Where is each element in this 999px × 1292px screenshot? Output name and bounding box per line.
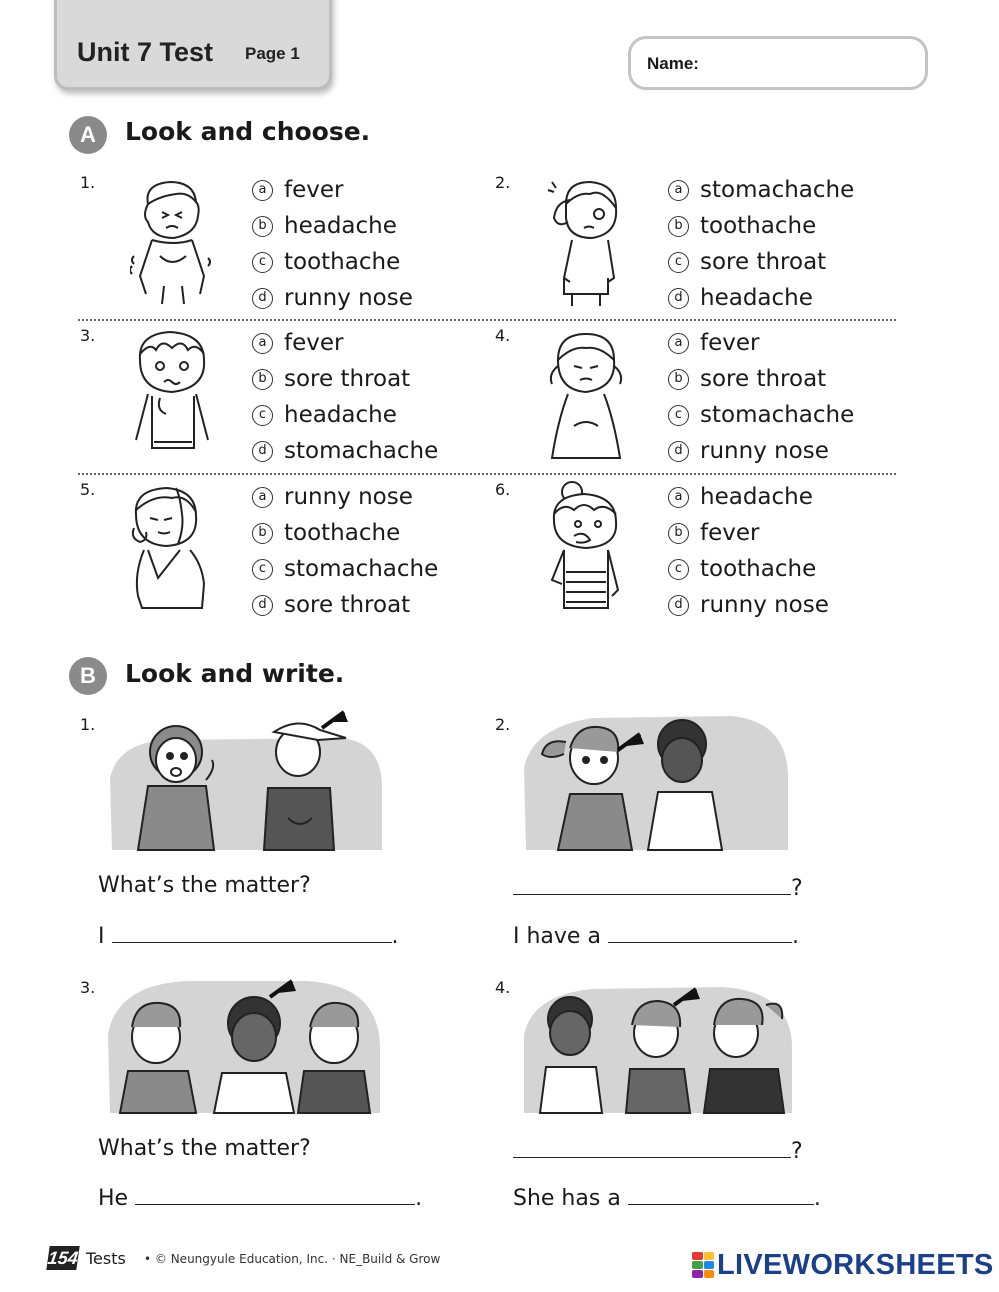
option-text: sore throat bbox=[284, 592, 411, 618]
option-d[interactable] bbox=[668, 590, 829, 620]
option-text: sore throat bbox=[284, 366, 411, 392]
option-d[interactable] bbox=[252, 283, 413, 313]
option-letter: c bbox=[668, 405, 689, 426]
answer-blank[interactable] bbox=[608, 921, 792, 943]
option-b[interactable] bbox=[252, 518, 400, 548]
answer-suffix: . bbox=[415, 1186, 423, 1211]
option-text: stomachache bbox=[700, 177, 855, 203]
option-text: runny nose bbox=[284, 484, 413, 510]
question-suffix: ? bbox=[791, 876, 803, 901]
sick-boy-toothache-illustration bbox=[124, 484, 214, 616]
option-text: fever bbox=[284, 330, 344, 356]
answer-prefix: I have a bbox=[513, 924, 601, 949]
question-text: What’s the matter? bbox=[98, 1136, 311, 1161]
option-letter: a bbox=[252, 180, 273, 201]
question-text: What’s the matter? bbox=[98, 873, 311, 898]
question-blank[interactable] bbox=[513, 873, 791, 895]
scene-boy-stomachache bbox=[108, 708, 386, 854]
option-a[interactable] bbox=[252, 482, 413, 512]
question-suffix: ? bbox=[791, 1139, 803, 1164]
option-text: toothache bbox=[284, 520, 401, 546]
answer-line bbox=[513, 1183, 821, 1211]
option-text: fever bbox=[700, 330, 760, 356]
option-a[interactable] bbox=[252, 328, 343, 358]
option-letter: b bbox=[252, 216, 273, 237]
option-letter: d bbox=[668, 595, 689, 616]
option-text: headache bbox=[284, 402, 397, 428]
option-text: toothache bbox=[700, 213, 817, 239]
question-blank[interactable] bbox=[513, 1136, 791, 1158]
question-line bbox=[513, 873, 803, 901]
question-number: 1. bbox=[80, 715, 96, 734]
option-c[interactable] bbox=[668, 554, 816, 584]
option-letter: c bbox=[252, 405, 273, 426]
liveworksheets-logo[interactable] bbox=[692, 1250, 994, 1280]
option-text: runny nose bbox=[700, 592, 829, 618]
option-letter: b bbox=[252, 369, 273, 390]
section-b-badge: B bbox=[69, 657, 107, 695]
option-text: sore throat bbox=[700, 366, 827, 392]
option-text: headache bbox=[284, 213, 397, 239]
question-number: 3. bbox=[80, 978, 96, 997]
option-text: toothache bbox=[284, 249, 401, 275]
question-number: 2. bbox=[495, 173, 511, 192]
option-letter: c bbox=[668, 252, 689, 273]
option-c[interactable] bbox=[668, 400, 854, 430]
option-letter: d bbox=[252, 288, 273, 309]
page-number: 154 bbox=[46, 1248, 80, 1268]
scene-girl-sore-throat bbox=[522, 708, 792, 854]
option-text: stomachache bbox=[284, 438, 439, 464]
option-letter: c bbox=[252, 559, 273, 580]
option-b[interactable] bbox=[668, 518, 759, 548]
answer-line bbox=[98, 921, 399, 949]
option-a[interactable] bbox=[668, 175, 854, 205]
scene-girl-fever bbox=[522, 975, 796, 1115]
question-line bbox=[513, 1136, 803, 1164]
row-divider bbox=[78, 473, 896, 475]
logo-blocks-icon bbox=[692, 1252, 714, 1278]
option-text: runny nose bbox=[700, 438, 829, 464]
page-label: Page 1 bbox=[245, 44, 300, 63]
answer-prefix: I bbox=[98, 924, 105, 949]
option-text: fever bbox=[700, 520, 760, 546]
answer-line bbox=[513, 921, 799, 949]
option-letter: a bbox=[252, 487, 273, 508]
option-text: stomachache bbox=[700, 402, 855, 428]
option-b[interactable] bbox=[668, 211, 816, 241]
sick-girl-runny-nose-illustration bbox=[544, 480, 628, 614]
option-text: headache bbox=[700, 285, 813, 311]
option-a[interactable] bbox=[668, 328, 759, 358]
option-text: runny nose bbox=[284, 285, 413, 311]
answer-suffix: . bbox=[813, 1186, 821, 1211]
option-c[interactable] bbox=[252, 247, 400, 277]
answer-blank[interactable] bbox=[628, 1183, 814, 1205]
option-d[interactable] bbox=[668, 436, 829, 466]
answer-line bbox=[98, 1183, 422, 1211]
answer-prefix: She has a bbox=[513, 1186, 621, 1211]
row-divider bbox=[78, 319, 896, 321]
option-letter: b bbox=[668, 216, 689, 237]
option-letter: d bbox=[252, 595, 273, 616]
answer-suffix: . bbox=[791, 924, 799, 949]
logo-text: LIVEWORKSHEETS bbox=[717, 1248, 994, 1281]
footer-copyright: • © Neungyule Education, Inc. · NE_Build & Grow bbox=[144, 1252, 441, 1266]
option-letter: a bbox=[252, 333, 273, 354]
section-a-title: Look and choose. bbox=[125, 117, 371, 146]
option-c[interactable] bbox=[252, 400, 397, 430]
option-letter: c bbox=[252, 252, 273, 273]
option-letter: c bbox=[668, 559, 689, 580]
option-c[interactable] bbox=[252, 554, 438, 584]
option-letter: d bbox=[668, 441, 689, 462]
option-letter: d bbox=[668, 288, 689, 309]
option-text: headache bbox=[700, 484, 813, 510]
answer-blank[interactable] bbox=[135, 1183, 415, 1205]
option-text: stomachache bbox=[284, 556, 439, 582]
question-number: 2. bbox=[495, 715, 511, 734]
option-letter: a bbox=[668, 487, 689, 508]
question-number: 5. bbox=[80, 480, 96, 499]
option-letter: d bbox=[252, 441, 273, 462]
answer-suffix: . bbox=[391, 924, 399, 949]
footer-tests-label: Tests bbox=[86, 1249, 126, 1268]
option-d[interactable] bbox=[252, 436, 438, 466]
option-b[interactable] bbox=[668, 364, 826, 394]
option-letter: b bbox=[668, 523, 689, 544]
question-number: 1. bbox=[80, 173, 96, 192]
sick-girl-headache-illustration bbox=[544, 178, 628, 308]
question-number: 4. bbox=[495, 326, 511, 345]
option-c[interactable] bbox=[668, 247, 826, 277]
option-a[interactable] bbox=[252, 175, 343, 205]
option-letter: a bbox=[668, 333, 689, 354]
question-number: 6. bbox=[495, 480, 511, 499]
option-letter: b bbox=[252, 523, 273, 544]
option-text: toothache bbox=[700, 556, 817, 582]
page-title: Unit 7 Test bbox=[77, 37, 214, 67]
option-letter: a bbox=[668, 180, 689, 201]
question-number: 3. bbox=[80, 326, 96, 345]
answer-prefix: He bbox=[98, 1186, 129, 1211]
answer-blank[interactable] bbox=[112, 921, 392, 943]
section-b-title: Look and write. bbox=[125, 659, 345, 688]
sick-girl-stomachache-illustration bbox=[544, 330, 628, 460]
option-b[interactable] bbox=[252, 364, 410, 394]
option-text: fever bbox=[284, 177, 344, 203]
option-b[interactable] bbox=[252, 211, 397, 241]
sick-boy-sore-throat-illustration bbox=[130, 330, 214, 460]
section-a-badge: A bbox=[69, 116, 107, 154]
option-a[interactable] bbox=[668, 482, 813, 512]
option-letter: b bbox=[668, 369, 689, 390]
name-field[interactable] bbox=[628, 36, 928, 90]
title-tab bbox=[54, 0, 332, 90]
option-text: sore throat bbox=[700, 249, 827, 275]
scene-boy-headache bbox=[106, 975, 386, 1115]
question-number: 4. bbox=[495, 978, 511, 997]
option-d[interactable] bbox=[252, 590, 410, 620]
sick-boy-fever-illustration bbox=[130, 176, 214, 306]
option-d[interactable] bbox=[668, 283, 813, 313]
name-label: Name: bbox=[647, 54, 699, 73]
